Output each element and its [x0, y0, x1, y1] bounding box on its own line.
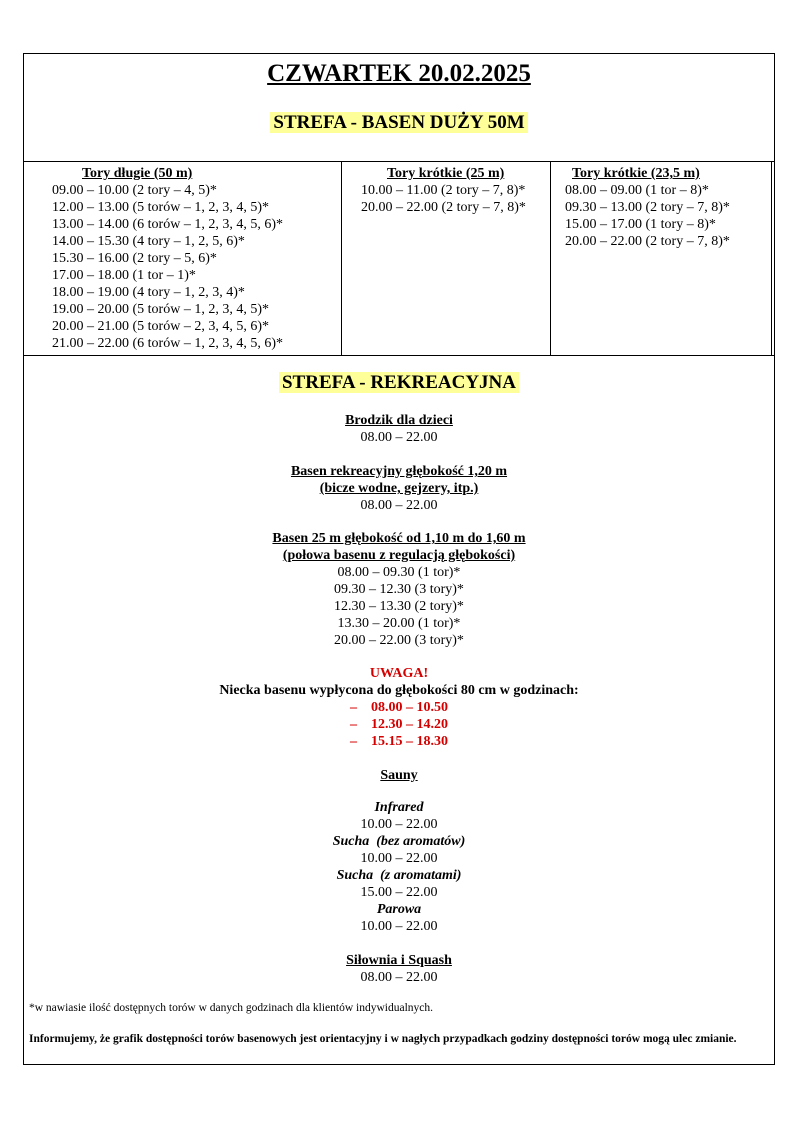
rec-pool-subheading: (bicze wodne, gejzery, itp.) — [319, 481, 479, 496]
lanes-long-column — [24, 162, 341, 355]
zone-main-label: STREFA - BASEN DUŻY 50M — [270, 112, 527, 133]
warning-text: Niecka basenu wypłycona do głębokości 80 cm w godzinach: — [219, 683, 579, 698]
lane-time: 09.30 – 13.00 (2 tory – 7, 8)* — [565, 200, 730, 215]
lane-time: 14.00 – 15.30 (4 tory – 1, 2, 5, 6)* — [52, 234, 245, 249]
lane-time: 17.00 – 18.00 (1 tor – 1)* — [52, 268, 196, 283]
lane-time: 19.00 – 20.00 (5 torów – 1, 2, 3, 4, 5)* — [52, 302, 269, 317]
pool25-subheading: (połowa basenu z regulacją głębokości) — [282, 548, 516, 563]
lanes-table — [24, 161, 774, 356]
lanes-long-heading: Tory długie (50 m) — [82, 166, 193, 181]
pool25-time: 13.30 – 20.00 (1 tor)* — [337, 616, 461, 631]
lane-time: 15.00 – 17.00 (1 tory – 8)* — [565, 217, 716, 232]
rec-pool-heading: Basen rekreacyjny głębokość 1,20 m — [290, 464, 508, 479]
saunas-heading: Sauny — [380, 768, 418, 783]
lane-time: 13.00 – 14.00 (6 torów – 1, 2, 3, 4, 5, 6)* — [52, 217, 283, 232]
lane-time: 10.00 – 11.00 (2 tory – 7, 8)* — [361, 183, 526, 198]
warning-title: UWAGA! — [369, 666, 429, 681]
sauna-hours: 10.00 – 22.00 — [360, 919, 438, 934]
warning-time: – 15.15 – 18.30 — [350, 734, 448, 749]
sauna-hours: 15.00 – 22.00 — [360, 885, 438, 900]
pool25-heading: Basen 25 m głębokość od 1,10 m do 1,60 m — [272, 531, 526, 546]
kids-pool-heading: Brodzik dla dzieci — [345, 413, 453, 428]
lane-time: 20.00 – 22.00 (2 tory – 7, 8)* — [361, 200, 526, 215]
lane-time: 09.00 – 10.00 (2 tory – 4, 5)* — [52, 183, 217, 198]
warning-time: – 08.00 – 10.50 — [350, 700, 448, 715]
lanes-short235-heading: Tory krótkie (23,5 m) — [572, 166, 700, 181]
lane-time: 20.00 – 22.00 (2 tory – 7, 8)* — [565, 234, 730, 249]
pool25-time: 20.00 – 22.00 (3 tory)* — [334, 633, 464, 648]
sauna-name: Sucha (z aromatami) — [336, 868, 462, 883]
lane-time: 20.00 – 21.00 (5 torów – 2, 3, 4, 5, 6)* — [52, 319, 269, 334]
warning-time: – 12.30 – 14.20 — [350, 717, 448, 732]
zone-recreation-heading — [24, 372, 774, 394]
page-title: CZWARTEK 20.02.2025 — [267, 60, 531, 87]
sauna-name: Parowa — [376, 902, 422, 917]
gym-hours: 08.00 – 22.00 — [360, 970, 438, 985]
lanes-short25-heading: Tory krótkie (25 m) — [387, 166, 505, 181]
lane-time: 08.00 – 09.00 (1 tor – 8)* — [565, 183, 709, 198]
footnote-info: Informujemy, że grafik dostępności torów basenowych jest orientacyjny i w nagłych przypadkach godziny dostępności torów mogą ulec zmianie. — [29, 1033, 737, 1045]
zone-main-heading — [24, 112, 774, 134]
sauna-name: Infrared — [374, 800, 424, 815]
pool25-time: 08.00 – 09.30 (1 tor)* — [337, 565, 461, 580]
lanes-short25-column — [341, 162, 551, 355]
footnote-lanes: *w nawiasie ilość dostępnych torów w danych godzinach dla klientów indywidualnych. — [29, 1002, 434, 1014]
gym-heading: Siłownia i Squash — [346, 953, 452, 968]
lane-time: 12.00 – 13.00 (5 torów – 1, 2, 3, 4, 5)* — [52, 200, 269, 215]
zone-recreation-label: STREFA - REKREACYJNA — [279, 372, 519, 393]
schedule-frame — [23, 53, 775, 1065]
kids-pool-hours: 08.00 – 22.00 — [360, 430, 438, 445]
sauna-hours: 10.00 – 22.00 — [360, 851, 438, 866]
pool25-time: 09.30 – 12.30 (3 tory)* — [334, 582, 464, 597]
lane-time: 21.00 – 22.00 (6 torów – 1, 2, 3, 4, 5, 6)* — [52, 336, 283, 351]
rec-pool-hours: 08.00 – 22.00 — [360, 498, 438, 513]
lane-time: 15.30 – 16.00 (2 tory – 5, 6)* — [52, 251, 217, 266]
sauna-name: Sucha (bez aromatów) — [332, 834, 466, 849]
pool25-time: 12.30 – 13.30 (2 tory)* — [334, 599, 464, 614]
lane-time: 18.00 – 19.00 (4 tory – 1, 2, 3, 4)* — [52, 285, 245, 300]
sauna-hours: 10.00 – 22.00 — [360, 817, 438, 832]
lanes-short235-column — [550, 162, 772, 355]
